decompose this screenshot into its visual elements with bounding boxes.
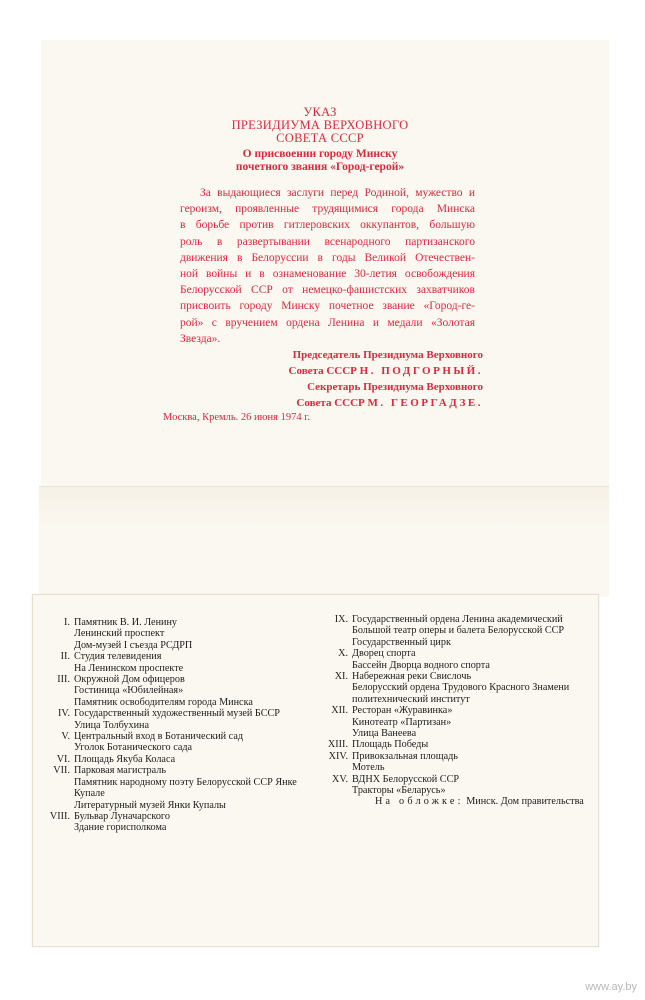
- contents-item-line: Уголок Ботанического сада: [74, 742, 193, 754]
- contents-item-number: II.: [60, 651, 70, 663]
- decree-body-line: движения в Белоруссии в годы Великой Отечествен-: [180, 251, 475, 264]
- decree-body-line: За выдающиеся заслуги перед Родиной, мужество и: [200, 187, 475, 199]
- contents-item-line: Центральный вход в Ботанический сад: [74, 731, 244, 743]
- contents-item-line: Ленинский проспект: [74, 628, 165, 640]
- decree-body-line: Звезда».: [180, 332, 221, 345]
- contents-item-text: [352, 774, 585, 797]
- contents-item-line: Тракторы «Беларусь»: [352, 785, 446, 797]
- decree-body-line: присвоить городу Минску почетное звание «Город-ге-: [180, 300, 475, 313]
- contents-item-line: политехнический институт: [352, 693, 470, 705]
- contents-item-text: [74, 651, 322, 674]
- contents-item-number: XI.: [334, 671, 348, 683]
- contents-item-text: [74, 708, 322, 731]
- decree-subtitle-line: почетного звания «Город-герой»: [235, 161, 405, 173]
- contents-item-line: Государственный цирк: [352, 636, 451, 648]
- contents-item-line: Улица Ванеева: [352, 728, 417, 740]
- contents-item-line: Дом-музей I съезда РСДРП: [74, 639, 193, 651]
- contents-item-text: [74, 811, 322, 834]
- signatory-name: М. ГЕОРГАДЗЕ.: [367, 397, 483, 409]
- contents-item-line: На Ленинском проспекте: [74, 662, 184, 674]
- contents-item-line: ВДНХ Белорусской ССР: [352, 773, 460, 785]
- contents-item-line: Государственный художественный музей БССР: [74, 708, 280, 720]
- contents-item-line: Улица Толбухина: [74, 719, 150, 731]
- contents-item-line: Площадь Победы: [352, 739, 429, 751]
- contents-item-text: [352, 739, 585, 750]
- contents-item: [42, 708, 322, 731]
- cover-note: [375, 796, 584, 807]
- contents-item-number: XV.: [332, 773, 348, 785]
- contents-item-line: Белорусский ордена Трудового Красного Знамени: [352, 682, 570, 694]
- watermark: www.ay.by: [585, 981, 637, 993]
- contents-item-line: Кинотеатр «Партизан»: [352, 716, 452, 728]
- decree-title-line: УКАЗ: [303, 105, 337, 119]
- contents-item-number: III.: [57, 674, 70, 686]
- contents-item-line: Памятник В. И. Ленину: [74, 617, 178, 628]
- decree-title-line: ПРЕЗИДИУМА ВЕРХОВНОГО: [231, 118, 409, 132]
- contents-list-right: [320, 614, 585, 797]
- contents-item-number: X.: [338, 648, 348, 660]
- cover-note-label: На обложке:: [375, 796, 464, 807]
- contents-item-number: XIV.: [328, 750, 348, 762]
- contents-item-line: Дворец спорта: [352, 648, 416, 660]
- decree-signatures: [223, 347, 483, 411]
- decree-subtitle-line: О присвоении городу Минску: [242, 148, 398, 160]
- signature-line: Совета СССР Н. ПОДГОРНЫЙ.: [288, 365, 483, 377]
- contents-item-number: VII.: [53, 765, 70, 777]
- signature-line: Председатель Президиума Верховного: [292, 349, 483, 361]
- decree-body-line: рой» с вручением ордена Ленина и медали «Золотая: [180, 316, 475, 329]
- contents-item-line: Литературный музей Янки Купалы: [74, 799, 226, 811]
- contents-item-text: [352, 614, 585, 648]
- contents-item-line: Площадь Якуба Коласа: [74, 753, 176, 765]
- contents-item: [42, 674, 322, 708]
- contents-list-left: [42, 617, 322, 834]
- contents-item-line: Ресторан «Журавинка»: [352, 705, 453, 717]
- cover-note-text: Минск. Дом правительства: [466, 796, 584, 807]
- decree-body-line: героизм, проявленные трудящимися города Минска: [180, 203, 475, 216]
- contents-item-line: Бассейн Дворца водного спорта: [352, 659, 490, 671]
- contents-item-line: Парковая магистраль: [74, 765, 166, 777]
- contents-item-line: Мотель: [352, 762, 385, 774]
- decree-body: [180, 185, 475, 347]
- contents-item-line: Гостиница «Юбилейная»: [74, 685, 184, 697]
- contents-item: [320, 751, 585, 774]
- signatory-name: Н. ПОДГОРНЫЙ.: [359, 365, 483, 377]
- contents-item: [42, 651, 322, 674]
- contents-item-number: V.: [61, 731, 70, 743]
- decree-date: Москва, Кремль. 26 июня 1974 г.: [163, 412, 310, 423]
- contents-item: [320, 705, 585, 739]
- fold-page: [39, 486, 609, 597]
- contents-item-line: Памятник народному поэту Белорусской ССР Янке: [74, 776, 297, 788]
- contents-item-text: [352, 671, 585, 705]
- decree-title-line: СОВЕТА СССР: [276, 131, 364, 145]
- contents-item-line: Окружной Дом офицеров: [74, 674, 185, 686]
- contents-item-text: [74, 674, 322, 708]
- contents-item-number: I.: [64, 617, 70, 628]
- signature-line: Секретарь Президиума Верховного: [307, 381, 483, 393]
- contents-item: [320, 739, 585, 750]
- decree-body-line: ной войны и в ознаменование 30-летия освобождения: [180, 268, 475, 281]
- contents-item-text: [352, 751, 585, 774]
- signature-line: Совета СССР М. ГЕОРГАДЗЕ.: [296, 397, 483, 409]
- contents-item-text: [74, 754, 322, 765]
- contents-item-line: Большой театр оперы и балета Белорусской ССР: [352, 625, 565, 637]
- contents-item-number: IX.: [334, 614, 348, 625]
- contents-item: [42, 754, 322, 765]
- contents-item-text: [352, 705, 585, 739]
- contents-item: [320, 614, 585, 648]
- contents-item: [42, 731, 322, 754]
- contents-item: [42, 765, 322, 811]
- decree-subtitle: [170, 148, 470, 174]
- contents-item-line: Государственный ордена Ленина академический: [352, 614, 563, 625]
- contents-item: [42, 811, 322, 834]
- decree-body-line: Белорусской ССР от немецко-фашистских захватчиков: [180, 284, 475, 297]
- contents-item-line: Памятник освободителям города Минска: [74, 696, 253, 708]
- contents-item-number: XIII.: [327, 739, 348, 751]
- contents-item-line: Купале: [74, 788, 105, 800]
- contents-item-line: Привокзальная площадь: [352, 750, 458, 762]
- contents-item-number: VIII.: [49, 810, 70, 822]
- contents-item-line: Здание горисполкома: [74, 822, 167, 834]
- contents-item-text: [74, 765, 322, 811]
- contents-item-number: VI.: [56, 753, 70, 765]
- contents-item: [320, 774, 585, 797]
- decree-body-line: в борьбе против гитлеровских оккупантов, большую: [180, 219, 475, 232]
- contents-item: [42, 617, 322, 651]
- contents-item-text: [352, 648, 585, 671]
- contents-item-line: Набережная реки Свислочь: [352, 671, 472, 683]
- contents-item-number: XII.: [331, 705, 348, 717]
- contents-item-text: [74, 731, 322, 754]
- contents-item: [320, 671, 585, 705]
- contents-item-line: Студия телевидения: [74, 651, 162, 663]
- decree-title: [170, 106, 470, 145]
- contents-item-number: IV.: [58, 708, 70, 720]
- contents-item-text: [74, 617, 322, 651]
- contents-item-line: Бульвар Луначарского: [74, 810, 170, 822]
- decree-body-line: роль в развертывании всенародного партизанского: [180, 235, 475, 248]
- contents-item: [320, 648, 585, 671]
